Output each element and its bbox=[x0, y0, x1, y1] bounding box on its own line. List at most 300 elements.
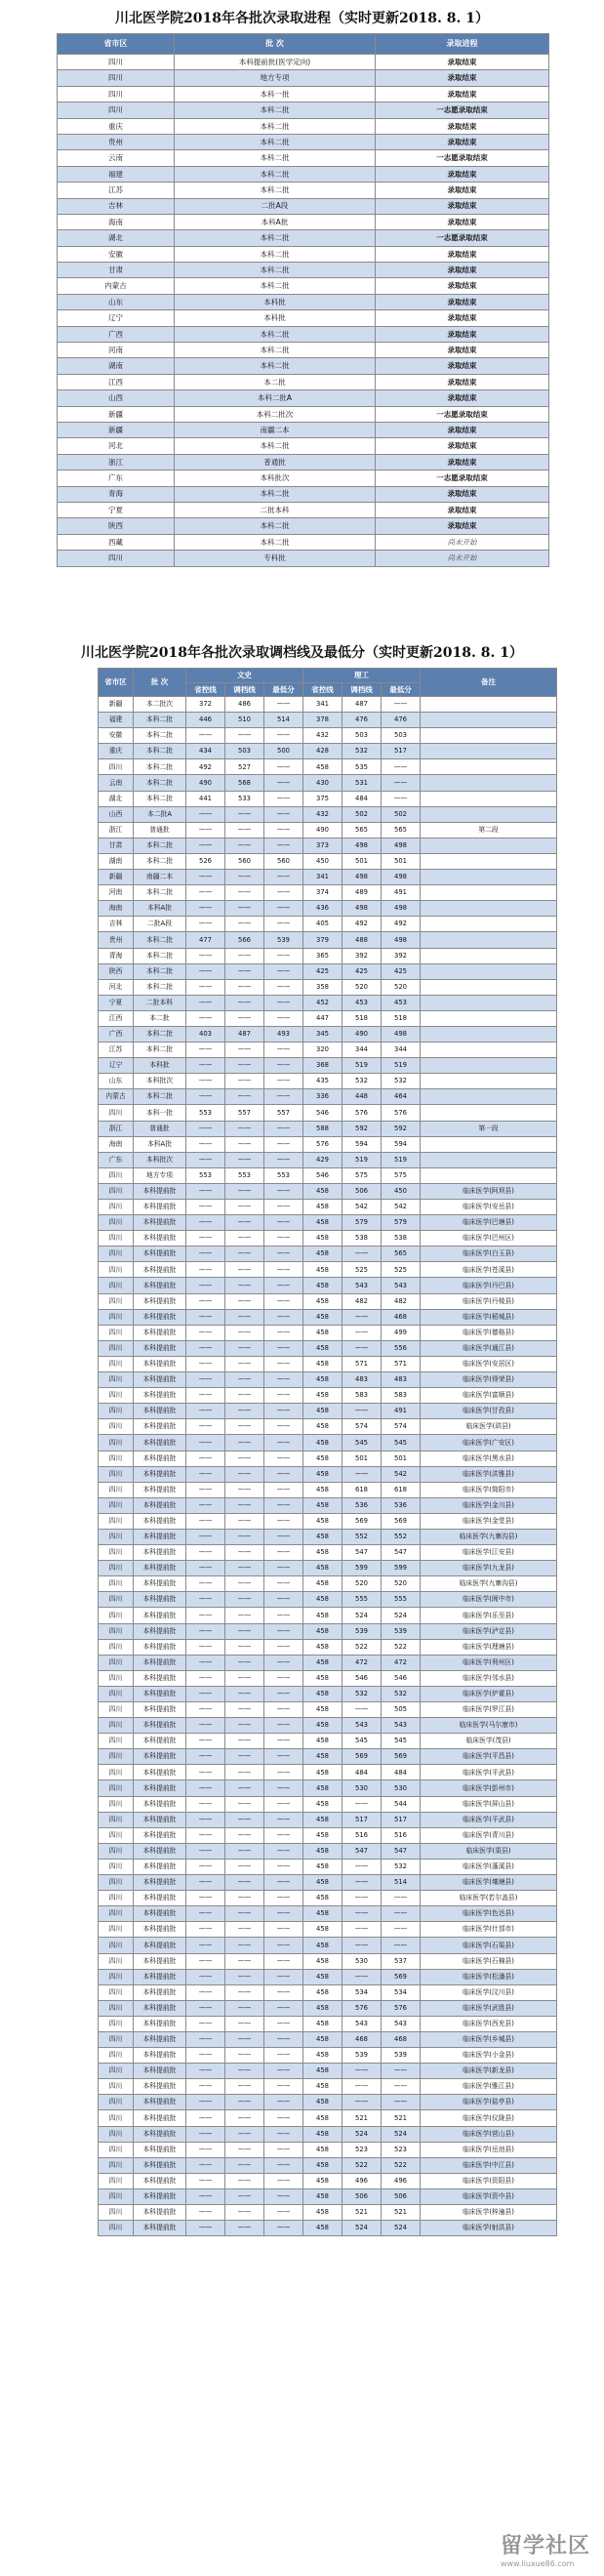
cell-note bbox=[421, 1136, 557, 1152]
cell-sci-cutoff: 543 bbox=[342, 2016, 382, 2031]
cell-sci-min: —— bbox=[382, 775, 421, 791]
cell-sci-control: 428 bbox=[303, 744, 342, 759]
cell-sci-control: 458 bbox=[303, 1639, 342, 1655]
table-row bbox=[99, 1513, 557, 1529]
table-row bbox=[99, 2173, 557, 2188]
cell-note: 临床医学(资阳县) bbox=[421, 2173, 557, 2188]
cell-sci-cutoff: 501 bbox=[342, 1451, 382, 1466]
cell-arts-control: —— bbox=[186, 2079, 225, 2095]
cell-arts-min: —— bbox=[264, 1215, 303, 1231]
cell-arts-control: —— bbox=[186, 1278, 225, 1293]
cell-province: 四川 bbox=[99, 2016, 134, 2031]
table-row bbox=[99, 1623, 557, 1639]
cell-arts-control: —— bbox=[186, 1513, 225, 1529]
cell-arts-control: 553 bbox=[186, 1167, 225, 1183]
col-arts-control: 省控线 bbox=[186, 683, 225, 697]
cell-arts-min: 557 bbox=[264, 1105, 303, 1121]
cell-sci-min: 536 bbox=[382, 1497, 421, 1513]
cell-sci-min: 503 bbox=[382, 728, 421, 744]
cell-province: 四川 bbox=[99, 1105, 134, 1121]
cell-province: 四川 bbox=[99, 1827, 134, 1843]
cell-arts-min: —— bbox=[264, 791, 303, 806]
cell-note: 临床医学(茂县) bbox=[421, 1734, 557, 1749]
cell-sci-min: —— bbox=[382, 791, 421, 806]
cell-sci-cutoff: 498 bbox=[342, 838, 382, 853]
cell-arts-cutoff: —— bbox=[225, 1718, 264, 1734]
cell-progress: 录取结束 bbox=[376, 55, 549, 70]
cell-arts-control: —— bbox=[186, 1247, 225, 1262]
cell-sci-min: 468 bbox=[382, 2031, 421, 2047]
cell-arts-cutoff: —— bbox=[225, 1686, 264, 1701]
cell-sci-control: 490 bbox=[303, 822, 342, 838]
cell-arts-control: 441 bbox=[186, 791, 225, 806]
cell-arts-min: —— bbox=[264, 2064, 303, 2079]
cell-progress: 录取结束 bbox=[376, 486, 549, 502]
cell-arts-cutoff: —— bbox=[225, 2221, 264, 2236]
table-row bbox=[99, 1734, 557, 1749]
cell-arts-control: —— bbox=[186, 1592, 225, 1608]
cell-note bbox=[421, 1058, 557, 1074]
cell-province: 四川 bbox=[99, 1545, 134, 1561]
cell-province: 湖南 bbox=[58, 358, 175, 374]
cell-province: 贵州 bbox=[58, 134, 175, 149]
cell-sci-cutoff: 592 bbox=[342, 1121, 382, 1136]
cell-sci-cutoff: 569 bbox=[342, 1513, 382, 1529]
cell-batch: 二批A段 bbox=[134, 917, 186, 932]
cell-arts-cutoff: —— bbox=[225, 1200, 264, 1215]
cell-batch: 二批本科 bbox=[175, 502, 376, 517]
cell-note: 临床医学(富顺县) bbox=[421, 1388, 557, 1404]
cell-arts-min: —— bbox=[264, 1859, 303, 1874]
cell-arts-cutoff: —— bbox=[225, 1278, 264, 1293]
cell-arts-cutoff: 503 bbox=[225, 744, 264, 759]
cell-province: 四川 bbox=[99, 1576, 134, 1592]
table-row bbox=[58, 294, 549, 309]
cell-province: 四川 bbox=[99, 1435, 134, 1451]
cell-batch: 本科二批 bbox=[134, 728, 186, 744]
cell-province: 四川 bbox=[99, 1922, 134, 1938]
cell-province: 四川 bbox=[99, 1482, 134, 1497]
cell-batch: 本科提前批 bbox=[134, 1718, 186, 1734]
cell-note: 临床医学(江安县) bbox=[421, 1545, 557, 1561]
cell-sci-control: 458 bbox=[303, 1891, 342, 1906]
cell-province: 四川 bbox=[99, 1875, 134, 1891]
cell-sci-control: 458 bbox=[303, 1529, 342, 1544]
col-progress: 录取进程 bbox=[376, 34, 549, 55]
cell-sci-cutoff: 569 bbox=[342, 1749, 382, 1765]
cell-province: 四川 bbox=[58, 102, 175, 118]
cell-batch: 本科批 bbox=[134, 1058, 186, 1074]
cell-arts-cutoff: —— bbox=[225, 963, 264, 979]
cell-note bbox=[421, 838, 557, 853]
table-row bbox=[58, 70, 549, 86]
cell-sci-control: 432 bbox=[303, 728, 342, 744]
cell-province: 重庆 bbox=[99, 744, 134, 759]
cell-sci-cutoff: 476 bbox=[342, 713, 382, 728]
cell-sci-min: 499 bbox=[382, 1325, 421, 1340]
cell-sci-control: 358 bbox=[303, 979, 342, 995]
cell-arts-control: —— bbox=[186, 1891, 225, 1906]
cell-arts-cutoff: —— bbox=[225, 2142, 264, 2157]
cell-arts-cutoff: —— bbox=[225, 1608, 264, 1623]
cell-batch: 本科二批 bbox=[134, 1043, 186, 1058]
cell-province: 四川 bbox=[99, 1340, 134, 1356]
cell-arts-cutoff: —— bbox=[225, 1010, 264, 1026]
cell-arts-control: —— bbox=[186, 1309, 225, 1325]
cell-batch: 本科提前批 bbox=[134, 2000, 186, 2016]
cell-province: 四川 bbox=[99, 1529, 134, 1544]
cell-batch: 本科二批 bbox=[134, 979, 186, 995]
cell-arts-min: —— bbox=[264, 1545, 303, 1561]
cell-arts-control: —— bbox=[186, 822, 225, 838]
table-row bbox=[58, 86, 549, 102]
cell-batch: 本科提前批 bbox=[134, 1262, 186, 1278]
cell-province: 四川 bbox=[58, 55, 175, 70]
cell-arts-control: 492 bbox=[186, 759, 225, 775]
table-row bbox=[99, 1891, 557, 1906]
cell-note: 临床医学(珙县) bbox=[421, 1419, 557, 1435]
cell-sci-min: 538 bbox=[382, 1231, 421, 1247]
cell-arts-cutoff: —— bbox=[225, 2064, 264, 2079]
cell-note bbox=[421, 1010, 557, 1026]
cell-province: 四川 bbox=[99, 1686, 134, 1701]
cell-batch: 本科二批 bbox=[175, 263, 376, 278]
cell-note: 临床医学(甘孜县) bbox=[421, 1404, 557, 1419]
cell-sci-cutoff: 539 bbox=[342, 1623, 382, 1639]
cell-arts-control: —— bbox=[186, 1734, 225, 1749]
cell-batch: 本科提前批 bbox=[134, 1215, 186, 1231]
cell-note: 临床医学(汶川县) bbox=[421, 1984, 557, 2000]
cell-sci-control: 458 bbox=[303, 1231, 342, 1247]
cell-sci-control: 458 bbox=[303, 1843, 342, 1859]
cell-province: 浙江 bbox=[99, 822, 134, 838]
cell-arts-min: —— bbox=[264, 1749, 303, 1765]
cell-arts-cutoff: —— bbox=[225, 1482, 264, 1497]
cell-sci-cutoff: 538 bbox=[342, 1231, 382, 1247]
cell-arts-cutoff: —— bbox=[225, 1152, 264, 1167]
cell-province: 安徽 bbox=[99, 728, 134, 744]
cell-sci-min: 519 bbox=[382, 1152, 421, 1167]
table-row bbox=[99, 2221, 557, 2236]
cell-note: 临床医学(小金县) bbox=[421, 2048, 557, 2064]
cell-sci-cutoff: 574 bbox=[342, 1419, 382, 1435]
cell-arts-cutoff: —— bbox=[225, 1749, 264, 1765]
cell-sci-min: 491 bbox=[382, 885, 421, 901]
cell-sci-min: 574 bbox=[382, 1419, 421, 1435]
cell-sci-cutoff: 532 bbox=[342, 1686, 382, 1701]
table-row bbox=[99, 853, 557, 869]
table-row bbox=[99, 2095, 557, 2110]
cell-arts-min: —— bbox=[264, 1183, 303, 1199]
cell-arts-control: —— bbox=[186, 963, 225, 979]
cell-province: 四川 bbox=[99, 1623, 134, 1639]
table-row bbox=[58, 343, 549, 358]
cell-sci-cutoff: —— bbox=[342, 1969, 382, 1984]
cell-sci-cutoff: 545 bbox=[342, 1435, 382, 1451]
cell-arts-min: —— bbox=[264, 1938, 303, 1953]
cell-arts-cutoff: —— bbox=[225, 1969, 264, 1984]
cell-sci-control: 378 bbox=[303, 713, 342, 728]
cell-province: 河南 bbox=[99, 885, 134, 901]
cell-progress: 录取结束 bbox=[376, 518, 549, 534]
cell-sci-min: 518 bbox=[382, 1010, 421, 1026]
cell-province: 四川 bbox=[99, 1812, 134, 1827]
cell-note bbox=[421, 870, 557, 885]
cell-arts-cutoff: —— bbox=[225, 1812, 264, 1827]
table-row bbox=[99, 1561, 557, 1576]
cell-progress: 录取结束 bbox=[376, 214, 549, 229]
cell-arts-control: —— bbox=[186, 1451, 225, 1466]
cell-sci-min: —— bbox=[382, 1891, 421, 1906]
cell-batch: 本科提前批 bbox=[134, 2064, 186, 2079]
cell-arts-min: —— bbox=[264, 1435, 303, 1451]
cell-sci-min: 530 bbox=[382, 1780, 421, 1796]
cell-sci-min: 498 bbox=[382, 932, 421, 948]
cell-sci-min: 545 bbox=[382, 1435, 421, 1451]
cell-arts-cutoff: —— bbox=[225, 2173, 264, 2188]
cell-sci-cutoff: 521 bbox=[342, 2110, 382, 2126]
cell-province: 四川 bbox=[99, 1167, 134, 1183]
cell-sci-cutoff: 344 bbox=[342, 1043, 382, 1058]
cell-arts-control: —— bbox=[186, 1404, 225, 1419]
cell-batch: 本科提前批 bbox=[134, 1278, 186, 1293]
table-row bbox=[99, 2016, 557, 2031]
cell-sci-cutoff: —— bbox=[342, 2095, 382, 2110]
cell-arts-min: —— bbox=[264, 838, 303, 853]
cell-province: 广西 bbox=[99, 1026, 134, 1042]
cell-province: 河南 bbox=[58, 343, 175, 358]
cell-sci-min: 618 bbox=[382, 1482, 421, 1497]
cell-province: 四川 bbox=[99, 1278, 134, 1293]
cell-arts-cutoff: —— bbox=[225, 2205, 264, 2221]
cell-sci-control: 458 bbox=[303, 759, 342, 775]
cell-arts-control: —— bbox=[186, 1340, 225, 1356]
cell-batch: 本科提前批 bbox=[134, 1812, 186, 1827]
table-row bbox=[99, 1231, 557, 1247]
cell-sci-cutoff: 525 bbox=[342, 1262, 382, 1278]
cell-province: 云南 bbox=[99, 775, 134, 791]
cell-batch: 本科提前批 bbox=[134, 1388, 186, 1404]
cell-arts-control: —— bbox=[186, 1561, 225, 1576]
cell-sci-control: 365 bbox=[303, 948, 342, 963]
cell-note: 临床医学(理塘县) bbox=[421, 1639, 557, 1655]
cell-arts-min: —— bbox=[264, 1827, 303, 1843]
cell-progress: 一志愿录取结束 bbox=[376, 102, 549, 118]
cell-sci-control: 405 bbox=[303, 917, 342, 932]
cell-arts-cutoff: —— bbox=[225, 1309, 264, 1325]
cell-batch: 本科提前批 bbox=[134, 1875, 186, 1891]
cell-batch: 本科提前批 bbox=[134, 1325, 186, 1340]
cell-batch: 本科二批 bbox=[175, 343, 376, 358]
cell-arts-control: —— bbox=[186, 1356, 225, 1371]
cell-arts-control: —— bbox=[186, 917, 225, 932]
cell-arts-cutoff: —— bbox=[225, 1859, 264, 1874]
cell-arts-control: —— bbox=[186, 2126, 225, 2142]
cell-note: 临床医学(石渠县) bbox=[421, 1938, 557, 1953]
col-arts-cutoff: 调档线 bbox=[225, 683, 264, 697]
cell-sci-control: 458 bbox=[303, 1513, 342, 1529]
cell-sci-cutoff: 539 bbox=[342, 2048, 382, 2064]
cell-arts-control: 403 bbox=[186, 1026, 225, 1042]
cell-progress: 录取结束 bbox=[376, 294, 549, 309]
cell-batch: 南疆二本 bbox=[134, 870, 186, 885]
cell-note: 临床医学(利州区) bbox=[421, 1655, 557, 1670]
cell-arts-control: —— bbox=[186, 2095, 225, 2110]
cell-progress: 录取结束 bbox=[376, 263, 549, 278]
cell-arts-cutoff: 527 bbox=[225, 759, 264, 775]
cell-sci-cutoff: —— bbox=[342, 1404, 382, 1419]
cell-province: 西藏 bbox=[58, 534, 175, 550]
cell-province: 四川 bbox=[99, 2142, 134, 2157]
table-row bbox=[99, 744, 557, 759]
cell-note: 临床医学(丹棱县) bbox=[421, 1293, 557, 1309]
cell-arts-min: —— bbox=[264, 1058, 303, 1074]
cell-sci-min: 491 bbox=[382, 1404, 421, 1419]
cell-arts-min: —— bbox=[264, 2205, 303, 2221]
cell-sci-min: 579 bbox=[382, 1215, 421, 1231]
cell-province: 四川 bbox=[99, 2031, 134, 2047]
cell-arts-control: 477 bbox=[186, 932, 225, 948]
cell-sci-control: 458 bbox=[303, 1780, 342, 1796]
cell-province: 陕西 bbox=[99, 963, 134, 979]
table-row bbox=[99, 995, 557, 1010]
cell-sci-control: 458 bbox=[303, 1812, 342, 1827]
table-row bbox=[99, 1058, 557, 1074]
cell-province: 青海 bbox=[58, 486, 175, 502]
table-row bbox=[99, 1262, 557, 1278]
cell-sci-cutoff: 482 bbox=[342, 1293, 382, 1309]
cell-arts-min: —— bbox=[264, 1561, 303, 1576]
table-row bbox=[58, 310, 549, 326]
cell-sci-cutoff: 501 bbox=[342, 853, 382, 869]
table-row bbox=[58, 486, 549, 502]
cell-note: 临床医学(巴州区) bbox=[421, 1231, 557, 1247]
cell-sci-min: 532 bbox=[382, 1859, 421, 1874]
cell-batch: 本科二批A bbox=[175, 390, 376, 406]
table-row bbox=[99, 1482, 557, 1497]
cell-sci-min: 450 bbox=[382, 1183, 421, 1199]
cell-province: 四川 bbox=[99, 1608, 134, 1623]
cell-arts-control: —— bbox=[186, 1796, 225, 1812]
table-row bbox=[99, 917, 557, 932]
cell-province: 山东 bbox=[99, 1074, 134, 1089]
cell-sci-control: 458 bbox=[303, 1451, 342, 1466]
cell-province: 广东 bbox=[99, 1152, 134, 1167]
cell-sci-cutoff: 543 bbox=[342, 1278, 382, 1293]
cell-province: 四川 bbox=[99, 1796, 134, 1812]
cell-sci-min: 532 bbox=[382, 1686, 421, 1701]
cell-sci-cutoff: 583 bbox=[342, 1388, 382, 1404]
cell-sci-control: 458 bbox=[303, 1969, 342, 1984]
cell-sci-control: 447 bbox=[303, 1010, 342, 1026]
table-row bbox=[99, 1356, 557, 1371]
cell-arts-min: —— bbox=[264, 1969, 303, 1984]
cell-note: 临床医学(巴塘县) bbox=[421, 1215, 557, 1231]
cell-sci-cutoff: 453 bbox=[342, 995, 382, 1010]
cell-batch: 本科二批 bbox=[175, 486, 376, 502]
table-row bbox=[99, 1136, 557, 1152]
cell-arts-min: —— bbox=[264, 1074, 303, 1089]
cell-arts-cutoff: —— bbox=[225, 1247, 264, 1262]
cell-batch: 本科二批 bbox=[134, 1026, 186, 1042]
table-row bbox=[99, 1043, 557, 1058]
cell-province: 四川 bbox=[99, 2126, 134, 2142]
cell-sci-control: 432 bbox=[303, 806, 342, 822]
cell-sci-min: 569 bbox=[382, 1513, 421, 1529]
cell-arts-min: —— bbox=[264, 1765, 303, 1780]
cell-sci-min: 517 bbox=[382, 1812, 421, 1827]
table-row bbox=[99, 1435, 557, 1451]
cell-sci-cutoff: 530 bbox=[342, 1780, 382, 1796]
cell-batch: 本科提前批 bbox=[134, 2079, 186, 2095]
cell-sci-control: 375 bbox=[303, 791, 342, 806]
cell-province: 四川 bbox=[99, 1183, 134, 1199]
cell-arts-min: —— bbox=[264, 1702, 303, 1718]
cell-sci-control: 425 bbox=[303, 963, 342, 979]
cell-arts-min: —— bbox=[264, 2031, 303, 2047]
cell-arts-control: —— bbox=[186, 1718, 225, 1734]
cell-sci-cutoff: 468 bbox=[342, 2031, 382, 2047]
cell-sci-control: 458 bbox=[303, 1953, 342, 1969]
cell-province: 新疆 bbox=[99, 870, 134, 885]
cell-batch: 本科批 bbox=[175, 294, 376, 309]
cell-note: 临床医学(射洪县) bbox=[421, 2221, 557, 2236]
cell-arts-min: —— bbox=[264, 1655, 303, 1670]
cell-arts-min: —— bbox=[264, 2188, 303, 2204]
cell-province: 青海 bbox=[99, 948, 134, 963]
cell-sci-min: 519 bbox=[382, 1058, 421, 1074]
cell-progress: 录取结束 bbox=[376, 310, 549, 326]
cell-sci-min: 565 bbox=[382, 1247, 421, 1262]
cell-arts-cutoff: —— bbox=[225, 2031, 264, 2047]
cell-sci-control: 458 bbox=[303, 2110, 342, 2126]
cell-note bbox=[421, 885, 557, 901]
cell-sci-control: 374 bbox=[303, 885, 342, 901]
cell-province: 海南 bbox=[99, 901, 134, 917]
col-province: 省市区 bbox=[58, 34, 175, 55]
cell-note bbox=[421, 1105, 557, 1121]
cell-arts-cutoff: 533 bbox=[225, 791, 264, 806]
cell-province: 四川 bbox=[99, 1247, 134, 1262]
cell-arts-min: —— bbox=[264, 2110, 303, 2126]
cell-note: 临床医学(金堂县) bbox=[421, 1513, 557, 1529]
cell-sci-control: 458 bbox=[303, 1922, 342, 1938]
cell-province: 河北 bbox=[99, 979, 134, 995]
cell-batch: 本科二批 bbox=[134, 759, 186, 775]
cell-arts-min: 514 bbox=[264, 713, 303, 728]
table-row bbox=[58, 551, 549, 566]
cell-province: 四川 bbox=[99, 1906, 134, 1922]
cell-note: 临床医学(彭州市) bbox=[421, 1780, 557, 1796]
cell-note: 临床医学(梓潼县) bbox=[421, 2205, 557, 2221]
cell-sci-min: —— bbox=[382, 2095, 421, 2110]
cell-arts-cutoff: —— bbox=[225, 1340, 264, 1356]
cell-province: 内蒙古 bbox=[58, 278, 175, 294]
cell-province: 四川 bbox=[99, 2173, 134, 2188]
cell-note bbox=[421, 932, 557, 948]
table-row bbox=[58, 278, 549, 294]
cell-progress: 尚未开始 bbox=[376, 534, 549, 550]
cell-sci-min: 520 bbox=[382, 1576, 421, 1592]
cell-note: 临床医学(白玉县) bbox=[421, 1247, 557, 1262]
cell-province: 江苏 bbox=[99, 1043, 134, 1058]
table-row bbox=[99, 1765, 557, 1780]
cell-province: 江西 bbox=[99, 1010, 134, 1026]
cell-note: 临床医学(稻城县) bbox=[421, 1309, 557, 1325]
cell-arts-min: —— bbox=[264, 870, 303, 885]
cell-batch: 本科提前批 bbox=[134, 1309, 186, 1325]
cell-province: 四川 bbox=[99, 1765, 134, 1780]
